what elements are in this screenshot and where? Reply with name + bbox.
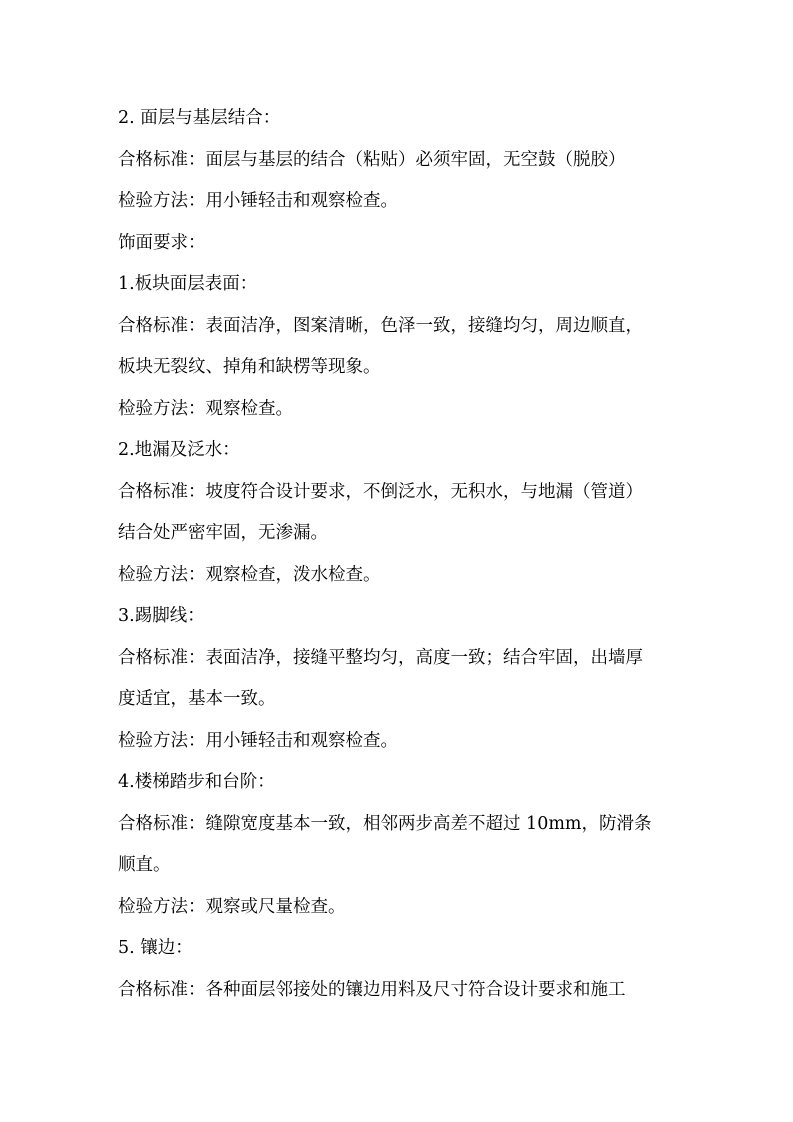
item-heading-floor-drain: 2.地漏及泛水： [118, 440, 240, 460]
section-heading-finish: 饰面要求： [118, 232, 206, 253]
paragraph-line: 合格标准：坡度符合设计要求，不倒泛水，无积水，与地漏（管道） [118, 481, 643, 502]
paragraph-line: 结合处严密牢固，无渗漏。 [118, 523, 328, 543]
item-heading-panel-surface: 1.板块面层表面： [118, 274, 258, 294]
document-body [118, 98, 688, 1011]
paragraph-line: 度适宜，基本一致。 [118, 689, 276, 709]
paragraph-line: 检验方法：观察检查，泼水检查。 [118, 564, 381, 585]
item-heading-stairs: 4.楼梯踏步和台阶： [118, 772, 275, 792]
section-heading-bonding: 2. 面层与基层结合： [118, 108, 281, 128]
paragraph-line: 检验方法：用小锤轻击和观察检查。 [118, 191, 398, 211]
paragraph-line: 合格标准：各种面层邻接处的镶边用料及尺寸符合设计要求和施工 [118, 979, 626, 1000]
paragraph-line: 检验方法：用小锤轻击和观察检查。 [118, 730, 398, 751]
paragraph-line: 顺直。 [118, 855, 171, 875]
paragraph-line: 检验方法：观察检查。 [118, 398, 293, 419]
paragraph-line: 合格标准：表面洁净，图案清晰，色泽一致，接缝均匀，周边顺直， [118, 315, 643, 336]
paragraph-line: 板块无裂纹、掉角和缺楞等现象。 [118, 357, 381, 377]
paragraph-line: 合格标准：面层与基层的结合（粘贴）必须牢固，无空鼓（脱胶） [118, 149, 626, 170]
item-heading-skirting: 3.踢脚线： [118, 606, 205, 626]
paragraph-line: 检验方法：观察或尺量检查。 [118, 896, 346, 917]
item-heading-edging: 5. 镶边： [118, 938, 193, 958]
paragraph-line: 合格标准：表面洁净，接缝平整均匀，高度一致；结合牢固，出墙厚 [118, 647, 643, 668]
paragraph-line: 合格标准：缝隙宽度基本一致，相邻两步高差不超过 10mm，防滑条 [118, 813, 652, 834]
